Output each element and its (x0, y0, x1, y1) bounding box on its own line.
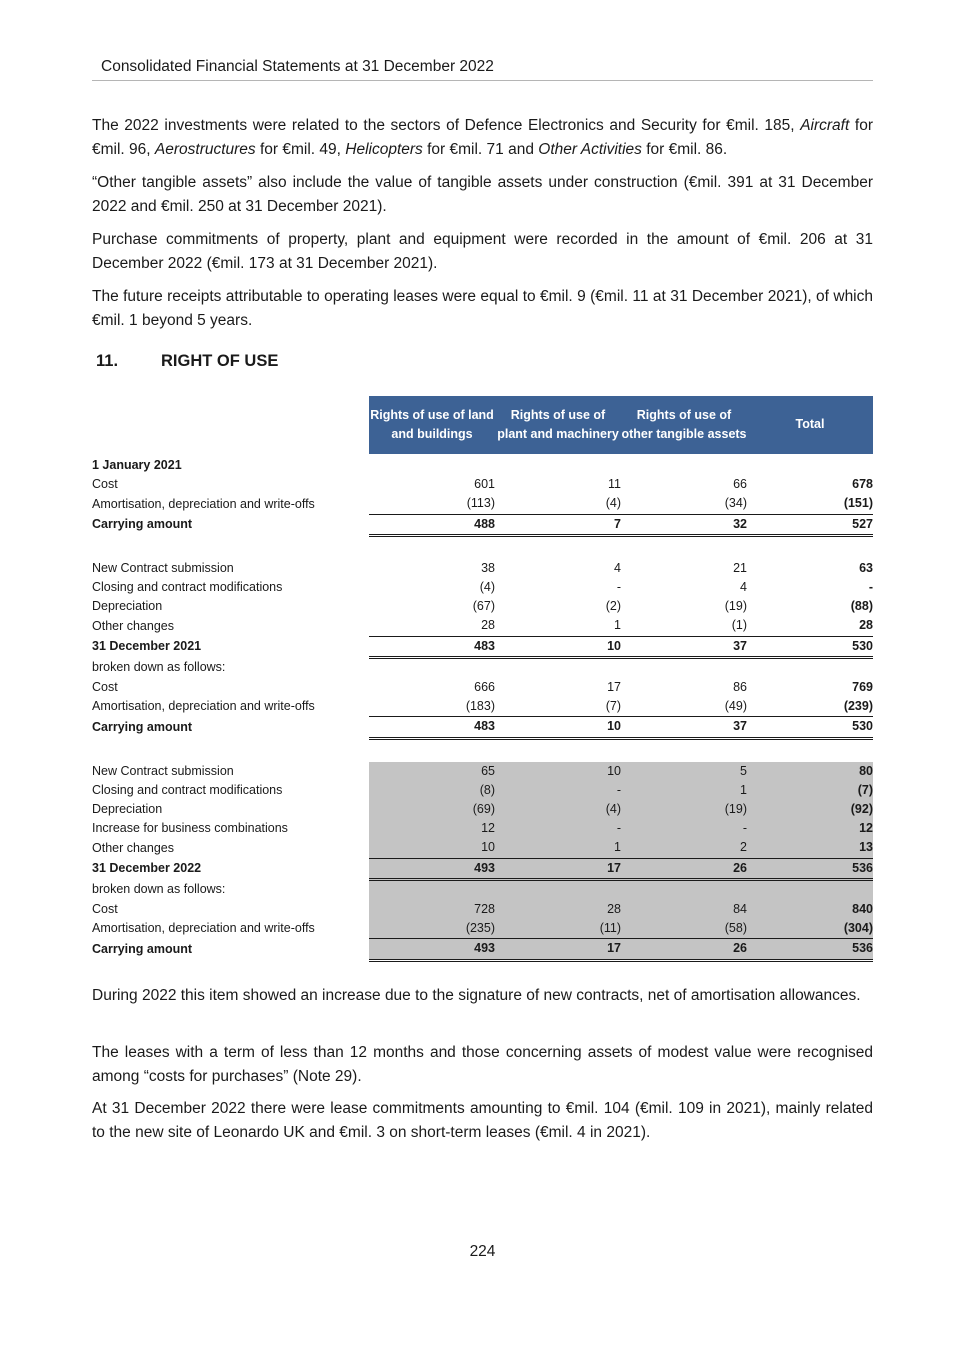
header-blank-cell (92, 396, 369, 454)
cell: 10 (495, 762, 621, 781)
cell: 37 (621, 717, 747, 738)
table-row (92, 762, 873, 781)
cell: 28 (495, 900, 621, 919)
intro-p1-text-c: for €mil. 96, (92, 117, 873, 158)
row-label: Closing and contract modifications (92, 580, 283, 595)
cell: - (621, 819, 747, 838)
closing-paragraph-increase: During 2022 this item showed an increase due to the signature of new contracts, net of amortisation allowances. (92, 987, 861, 1004)
cell: 488 (369, 514, 495, 535)
cell: (92) (747, 800, 873, 819)
cell: (7) (747, 781, 873, 800)
cell: 65 (369, 762, 495, 781)
cell: 66 (733, 477, 747, 492)
cell: 769 (852, 680, 873, 695)
cell: 840 (747, 900, 873, 919)
cell: (239) (843, 699, 873, 714)
row-label: Increase for business combinations (92, 821, 288, 836)
row-label: 31 December 2021 (92, 639, 202, 654)
table-spacer (92, 535, 873, 559)
table-spacer (92, 738, 873, 762)
cell: 10 (495, 717, 621, 738)
cell: 28 (859, 618, 873, 633)
cell: 1 (621, 781, 747, 800)
table-row (92, 636, 873, 657)
cell: 2 (621, 838, 747, 858)
column-header-total: Total (747, 396, 873, 454)
cell (621, 879, 747, 900)
column-header-land-buildings: Rights of use of land and buildings (369, 396, 495, 454)
column-header-plant-machinery: Rights of use of plant and machinery (495, 396, 621, 454)
row-label: Carrying amount (92, 719, 193, 734)
cell: 483 (369, 717, 495, 738)
cell (747, 879, 873, 900)
row-label: Other changes (92, 618, 174, 633)
intro-p1-text-e: for €mil. 49, (255, 140, 346, 158)
cell (369, 454, 495, 475)
cell: 666 (474, 680, 495, 695)
cell: (151) (843, 496, 873, 511)
table-row (92, 939, 873, 960)
cell: 678 (852, 477, 873, 492)
row-label: Cost (92, 680, 118, 695)
cell (621, 657, 747, 678)
row-label: 1 January 2021 (92, 458, 182, 472)
cell: (4) (605, 496, 621, 511)
cell: (19) (724, 599, 747, 614)
table-row (92, 819, 873, 838)
cell: 12 (747, 819, 873, 838)
closing-paragraph-short-leases: The leases with a term of less than 12 months and those concerning assets of modest value were recognised among “costs for purchases” (Note 29). (92, 1044, 873, 1085)
row-label: broken down as follows: (92, 660, 226, 675)
table-row (92, 454, 873, 475)
table-row (92, 919, 873, 939)
cell: 1 (614, 618, 621, 633)
cell: 536 (747, 858, 873, 879)
cell: (19) (621, 800, 747, 819)
cell: 17 (495, 858, 621, 879)
row-label: Carrying amount (92, 517, 193, 532)
cell: 530 (747, 636, 873, 657)
cell (747, 657, 873, 678)
table-row (92, 858, 873, 879)
intro-p1-other-activities: Other Activities (538, 140, 642, 158)
cell: 84 (621, 900, 747, 919)
row-label: Carrying amount (92, 941, 193, 956)
table-row (92, 781, 873, 800)
cell (369, 657, 495, 678)
cell: 12 (369, 819, 495, 838)
cell: 530 (747, 717, 873, 738)
cell: - (616, 580, 621, 595)
cell: 63 (859, 560, 873, 575)
cell: - (495, 781, 621, 800)
cell: (67) (472, 599, 495, 614)
row-label: 31 December 2022 (92, 861, 202, 876)
intro-paragraph-other-tangible: “Other tangible assets” also include the value of tangible assets under construction (€mil. 391 at 31 December 2022 and €mil. 250 at 31 December 2021). (92, 174, 873, 215)
cell: (183) (465, 699, 495, 714)
cell (495, 657, 621, 678)
cell (495, 454, 621, 475)
cell: (4) (479, 580, 495, 595)
intro-p1-aircraft: Aircraft (800, 117, 850, 134)
cell: (7) (605, 699, 621, 714)
section-heading (96, 352, 278, 371)
row-label: Cost (92, 477, 118, 492)
cell: 26 (621, 939, 747, 960)
row-label: broken down as follows: (92, 882, 226, 897)
cell: 26 (621, 858, 747, 879)
table-row (92, 514, 873, 535)
cell (621, 454, 747, 475)
cell: (235) (369, 919, 495, 939)
cell: 7 (495, 514, 621, 535)
right-of-use-table (92, 396, 873, 962)
table-row (92, 616, 873, 636)
row-label: Amortisation, depreciation and write-offs (92, 496, 315, 511)
cell (747, 454, 873, 475)
table-row (92, 800, 873, 819)
section-number: 11. (96, 352, 119, 370)
row-label: New Contract submission (92, 763, 234, 778)
cell: 17 (607, 680, 621, 695)
cell: (113) (466, 496, 495, 511)
table-row (92, 717, 873, 738)
table-row (92, 657, 873, 678)
intro-paragraph-operating-leases: The future receipts attributable to operating leases were equal to €mil. 9 (€mil. 11 at 31 December 2021), of which €mil. 1 beyond 5 years. (92, 288, 873, 329)
cell: 536 (747, 939, 873, 960)
cell (369, 879, 495, 900)
cell (495, 879, 621, 900)
page-number: 224 (469, 1243, 496, 1260)
row-label: Cost (92, 902, 118, 917)
cell: (69) (369, 800, 495, 819)
row-label: New Contract submission (92, 560, 234, 575)
table-row (92, 578, 873, 597)
cell: 601 (474, 477, 495, 492)
cell: 32 (621, 514, 747, 535)
table-row (92, 838, 873, 858)
intro-p1-text-g: for €mil. 71 and (422, 140, 539, 158)
table-row (92, 697, 873, 717)
cell: 4 (614, 560, 621, 575)
intro-paragraph-investments (92, 114, 873, 161)
cell: 37 (621, 636, 747, 657)
table-row (92, 559, 873, 578)
table-row (92, 900, 873, 919)
cell: 21 (733, 560, 747, 575)
intro-p1-text-i: for €mil. 86. (641, 140, 728, 158)
cell: 728 (369, 900, 495, 919)
cell: (49) (724, 699, 747, 714)
cell: 11 (608, 477, 621, 492)
cell: 13 (747, 838, 873, 858)
section-title: RIGHT OF USE (161, 352, 279, 370)
cell: 493 (369, 939, 495, 960)
cell: 38 (481, 560, 495, 575)
cell: 5 (621, 762, 747, 781)
cell: 527 (747, 514, 873, 535)
table-row (92, 678, 873, 697)
table-row (92, 597, 873, 616)
intro-p1-text-a: The 2022 investments were related to the sectors of Defence Electronics and Security for €mil. 185, (92, 117, 801, 134)
cell: 28 (481, 618, 495, 633)
cell: (34) (724, 496, 747, 511)
row-label: Other changes (92, 840, 174, 855)
cell: 483 (369, 636, 495, 657)
column-header-other-tangible: Rights of use of other tangible assets (621, 396, 747, 454)
cell: (1) (731, 618, 747, 633)
cell: 80 (747, 762, 873, 781)
cell: (4) (495, 800, 621, 819)
cell: (304) (747, 919, 873, 939)
cell: (2) (605, 599, 621, 614)
cell: (11) (495, 919, 621, 939)
cell: (8) (369, 781, 495, 800)
table-header-row (92, 396, 873, 454)
row-label: Closing and contract modifications (92, 782, 283, 797)
row-label: Amortisation, depreciation and write-offs (92, 921, 315, 936)
closing-paragraph-commitments: At 31 December 2022 there were lease commitments amounting to €mil. 104 (€mil. 109 in 2021), mainly related to the new site of Leonardo UK and €mil. 3 on short-term leases (€mil. 4 in 2021). (92, 1100, 873, 1141)
cell: 1 (495, 838, 621, 858)
intro-p1-aerostructures: Aerostructures (154, 140, 256, 158)
cell: 86 (733, 680, 747, 695)
cell: - (868, 580, 873, 595)
row-label: Depreciation (92, 802, 163, 817)
cell: 4 (740, 580, 747, 595)
cell: 493 (369, 858, 495, 879)
cell: 17 (495, 939, 621, 960)
intro-paragraph-purchase-commitments: Purchase commitments of property, plant and equipment were recorded in the amount of €mil. 206 at 31 December 2022 (€mil. 173 at 31 December 2021). (92, 231, 873, 272)
intro-p1-helicopters: Helicopters (345, 140, 423, 158)
cell: - (495, 819, 621, 838)
cell: (88) (850, 599, 873, 614)
table-row (92, 494, 873, 514)
table-row (92, 475, 873, 494)
cell: 10 (495, 636, 621, 657)
row-label: Depreciation (92, 599, 163, 614)
cell: 10 (369, 838, 495, 858)
page-header: Consolidated Financial Statements at 31 December 2022 (92, 58, 873, 81)
table-row (92, 879, 873, 900)
row-label: Amortisation, depreciation and write-offs (92, 699, 315, 714)
cell: (58) (621, 919, 747, 939)
